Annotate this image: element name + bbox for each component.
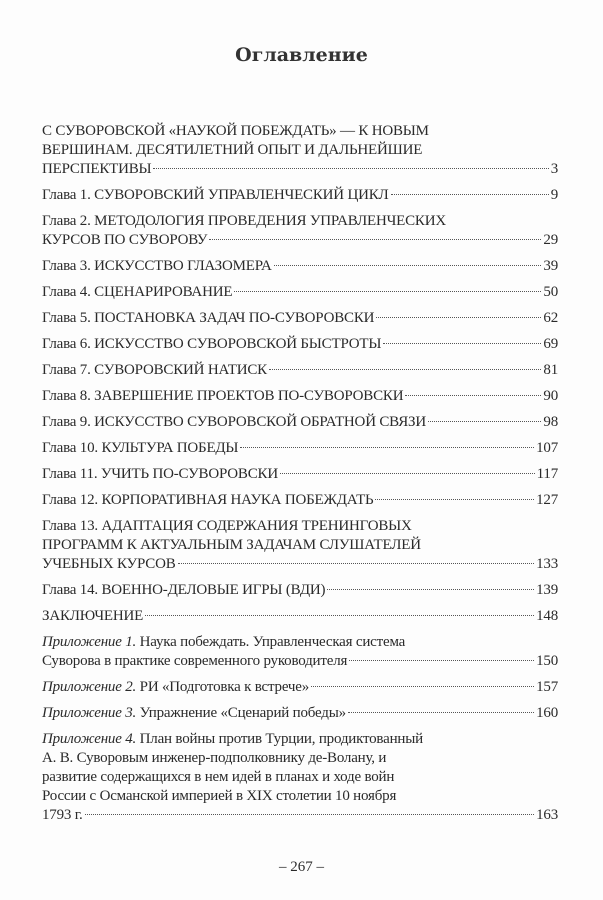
entry-last-line [42, 555, 558, 574]
toc-entry[interactable] [42, 122, 558, 179]
entry-page-number: 133 [536, 556, 558, 572]
toc-entry[interactable] [42, 491, 558, 510]
appendix-last-line [42, 678, 558, 697]
appendix-label: Приложение 4. [42, 731, 137, 747]
dot-leader [234, 291, 541, 292]
dot-leader [240, 447, 534, 448]
entry-last-line [42, 283, 558, 302]
entry-page-number: 98 [543, 414, 558, 430]
dot-leader [327, 589, 534, 590]
toc-entry[interactable] [42, 335, 558, 354]
toc-entry[interactable] [42, 387, 558, 406]
entry-line: ВЕРШИНАМ. ДЕСЯТИЛЕТНИЙ ОПЫТ И ДАЛЬНЕЙШИЕ [42, 142, 423, 158]
dot-leader [209, 239, 541, 240]
entry-title: Глава 3. ИСКУССТВО ГЛАЗОМЕРА [42, 258, 272, 274]
page-title: Оглавление [235, 44, 368, 66]
appendix-last-line [42, 704, 558, 723]
entry-page-number: 29 [543, 232, 558, 248]
entry-page-number: 50 [543, 284, 558, 300]
entry-page-number: 90 [543, 388, 558, 404]
dot-leader [178, 563, 535, 564]
dot-leader [153, 168, 548, 169]
dot-leader [376, 317, 541, 318]
entry-title: КУРСОВ ПО СУВОРОВУ [42, 232, 208, 248]
appendix-page-number: 160 [536, 705, 558, 721]
toc-entry[interactable] [42, 439, 558, 458]
toc-entry[interactable] [42, 581, 558, 600]
entry-title: Глава 6. ИСКУССТВО СУВОРОВСКОЙ БЫСТРОТЫ [42, 336, 382, 352]
appendix-title: РИ «Подготовка к встрече» [139, 679, 310, 695]
dot-leader [391, 194, 549, 195]
dot-leader [348, 712, 534, 713]
entry-last-line [42, 387, 558, 406]
dot-leader [428, 421, 541, 422]
toc-entry[interactable] [42, 517, 558, 574]
entry-last-line [42, 160, 558, 179]
page-number: – 267 – [279, 859, 324, 875]
entry-page-number: 62 [543, 310, 558, 326]
toc-entry[interactable] [42, 413, 558, 432]
entry-last-line [42, 361, 558, 380]
entry-title: Глава 4. СЦЕНАРИРОВАНИЕ [42, 284, 233, 300]
entry-title: ПЕРСПЕКТИВЫ [42, 161, 152, 177]
appendix-title: 1793 г. [42, 807, 83, 823]
dot-leader [349, 660, 534, 661]
entry-title: Глава 11. УЧИТЬ ПО-СУВОРОВСКИ [42, 466, 278, 482]
appendix-entry[interactable] [42, 633, 558, 671]
appendix-line: России с Османской империей в XIX столетии 10 ноября [42, 788, 397, 804]
appendix-line: развитие содержащихся в нем идей в планах и ходе войн [42, 769, 395, 785]
entry-page-number: 139 [536, 582, 558, 598]
entry-last-line [42, 465, 558, 484]
entry-title: Глава 1. СУВОРОВСКИЙ УПРАВЛЕНЧЕСКИЙ ЦИКЛ [42, 187, 389, 203]
appendix-page-number: 157 [536, 679, 558, 695]
appendix-last-line [42, 806, 558, 825]
appendix-page-number: 150 [536, 653, 558, 669]
toc-entry[interactable] [42, 361, 558, 380]
entry-line: Глава 13. АДАПТАЦИЯ СОДЕРЖАНИЯ ТРЕНИНГОВЫХ [42, 518, 412, 534]
appendix-title-end [42, 806, 83, 825]
entry-last-line [42, 257, 558, 276]
entry-last-line [42, 413, 558, 432]
entry-line: Глава 2. МЕТОДОЛОГИЯ ПРОВЕДЕНИЯ УПРАВЛЕНЧЕСКИХ [42, 213, 446, 229]
entry-page-number: 148 [536, 608, 558, 624]
entry-title: Глава 5. ПОСТАНОВКА ЗАДАЧ ПО-СУВОРОВСКИ [42, 310, 375, 326]
dot-leader [405, 395, 541, 396]
entry-page-number: 9 [550, 187, 558, 203]
dot-leader [274, 265, 542, 266]
dot-leader [269, 369, 541, 370]
entry-page-number: 127 [536, 492, 558, 508]
entry-title: УЧЕБНЫХ КУРСОВ [42, 556, 176, 572]
appendix-last-line [42, 652, 558, 671]
entry-last-line [42, 439, 558, 458]
entry-title: Глава 12. КОРПОРАТИВНАЯ НАУКА ПОБЕЖДАТЬ [42, 492, 374, 508]
appendix-label: Приложение 3. [42, 705, 137, 721]
entry-page-number: 69 [543, 336, 558, 352]
appendix-title-end [42, 678, 309, 697]
dot-leader [280, 473, 535, 474]
appendix-first-line [42, 730, 558, 749]
entry-title: Глава 8. ЗАВЕРШЕНИЕ ПРОЕКТОВ ПО-СУВОРОВСКИ [42, 388, 404, 404]
appendix-title: Наука побеждать. Управленческая система [139, 634, 406, 650]
appendix-entry[interactable] [42, 678, 558, 697]
appendix-line: А. В. Суворовым инженер-подполковнику де-Волану, и [42, 750, 387, 766]
toc-entry[interactable] [42, 283, 558, 302]
toc-entry[interactable] [42, 186, 558, 205]
dot-leader [383, 343, 541, 344]
entry-last-line [42, 231, 558, 250]
dot-leader [375, 499, 534, 500]
appendix-first-line [42, 633, 558, 652]
appendix-title: Суворова в практике современного руководителя [42, 653, 348, 669]
appendix-title-end [42, 704, 346, 723]
entry-last-line [42, 581, 558, 600]
appendix-title: План войны против Турции, продиктованный [139, 731, 423, 747]
dot-leader [145, 615, 534, 616]
appendix-entry[interactable] [42, 704, 558, 723]
entry-title: Глава 7. СУВОРОВСКИЙ НАТИСК [42, 362, 267, 378]
entry-line: ПРОГРАММ К АКТУАЛЬНЫМ ЗАДАЧАМ СЛУШАТЕЛЕЙ [42, 537, 421, 553]
entry-page-number: 107 [536, 440, 558, 456]
toc-entry[interactable] [42, 257, 558, 276]
entry-page-number: 117 [536, 466, 558, 482]
entry-title: ЗАКЛЮЧЕНИЕ [42, 608, 144, 624]
entry-last-line [42, 309, 558, 328]
toc-entry[interactable] [42, 465, 558, 484]
entry-title: Глава 10. КУЛЬТУРА ПОБЕДЫ [42, 440, 239, 456]
entry-title: Глава 9. ИСКУССТВО СУВОРОВСКОЙ ОБРАТНОЙ СВЯЗИ [42, 414, 426, 430]
toc-entry[interactable] [42, 212, 558, 250]
toc-entry[interactable] [42, 309, 558, 328]
entry-last-line [42, 335, 558, 354]
appendix-title-end [42, 652, 347, 671]
dot-leader [311, 686, 534, 687]
appendix-label: Приложение 2. [42, 679, 137, 695]
appendix-entry[interactable] [42, 730, 558, 825]
entry-last-line [42, 491, 558, 510]
entry-title: Глава 14. ВОЕННО-ДЕЛОВЫЕ ИГРЫ (ВДИ) [42, 582, 326, 598]
entry-last-line [42, 186, 558, 205]
appendix-title: Упражнение «Сценарий победы» [139, 705, 346, 721]
entry-line: С СУВОРОВСКОЙ «НАУКОЙ ПОБЕЖДАТЬ» — К НОВЫМ [42, 123, 429, 139]
entry-last-line [42, 607, 558, 626]
entry-page-number: 39 [543, 258, 558, 274]
appendix-page-number: 163 [536, 807, 558, 823]
entry-page-number: 3 [550, 161, 558, 177]
appendix-label: Приложение 1. [42, 634, 137, 650]
entry-page-number: 81 [543, 362, 558, 378]
dot-leader [85, 814, 535, 815]
table-of-contents [42, 122, 558, 832]
toc-entry[interactable] [42, 607, 558, 626]
